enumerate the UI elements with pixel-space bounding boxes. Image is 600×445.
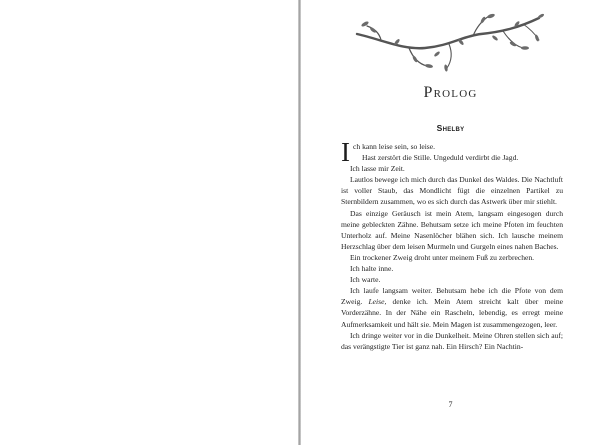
paragraph: Ich halte inne. (350, 264, 394, 274)
left-page (0, 0, 298, 445)
drop-cap: I (341, 137, 350, 167)
paragraph: Ich lasse mir Zeit. (350, 164, 405, 174)
paragraph (341, 285, 563, 329)
paragraph: Lautlos bewege ich mich durch das Dunkel des Waldes. Die Nachtluft ist voller Staub, das Mondlicht fügt die einzelnen Partikel zu Sternbildern zusammen, wo es sich durch das Astwerk über mir stiehlt. (341, 175, 563, 207)
page-number: 7 (448, 400, 453, 409)
pov-character-heading: Shelby (436, 123, 465, 133)
paragraph: Hast zerstört die Stille. Ungeduld verdirbt die Jagd. (362, 153, 519, 163)
paragraph: Ein trockener Zweig droht unter meinem Fuß zu zerbrechen. (350, 252, 535, 262)
paragraph: Das einzige Geräusch ist mein Atem, langsam eingesogen durch meine gebleckten Zähne. Behutsam setze ich meine Pfoten im feuchten Unterholz auf. Meine Nasenlöcher blähen sich. Ich lausche meinem Herzschlag über dem leisen Murmeln und Gurgeln eines nahen Baches. (341, 208, 563, 251)
branch-ornament (353, 10, 545, 72)
paragraph: Ich warte. (350, 275, 381, 285)
body-text (341, 137, 563, 352)
chapter-title: Prolog (423, 84, 478, 101)
paragraph: Ich dringe weiter vor in die Dunkelheit. Meine Ohren stellen sich auf; das verängstigte Tier ist ganz nah. Ein Hirsch? Ein Nachtin- (341, 330, 563, 351)
paragraph-text: denke ich. Mein Atem streicht kalt über meine Vorderzähne. In der Nähe ein Rascheln, lebendig, es erregt meine Aufmerksamkeit und hält sie. Mein Magen ist zusammengezogen, leer. (341, 297, 563, 329)
paragraph-text: ch kann leise sein, so leise. (353, 142, 436, 151)
italic-word: Leise, (368, 297, 387, 307)
paragraph-text: Ich laufe langsam weiter. Behutsam hebe ich die Pfote von dem Zweig. (341, 286, 563, 307)
right-page (301, 0, 600, 445)
